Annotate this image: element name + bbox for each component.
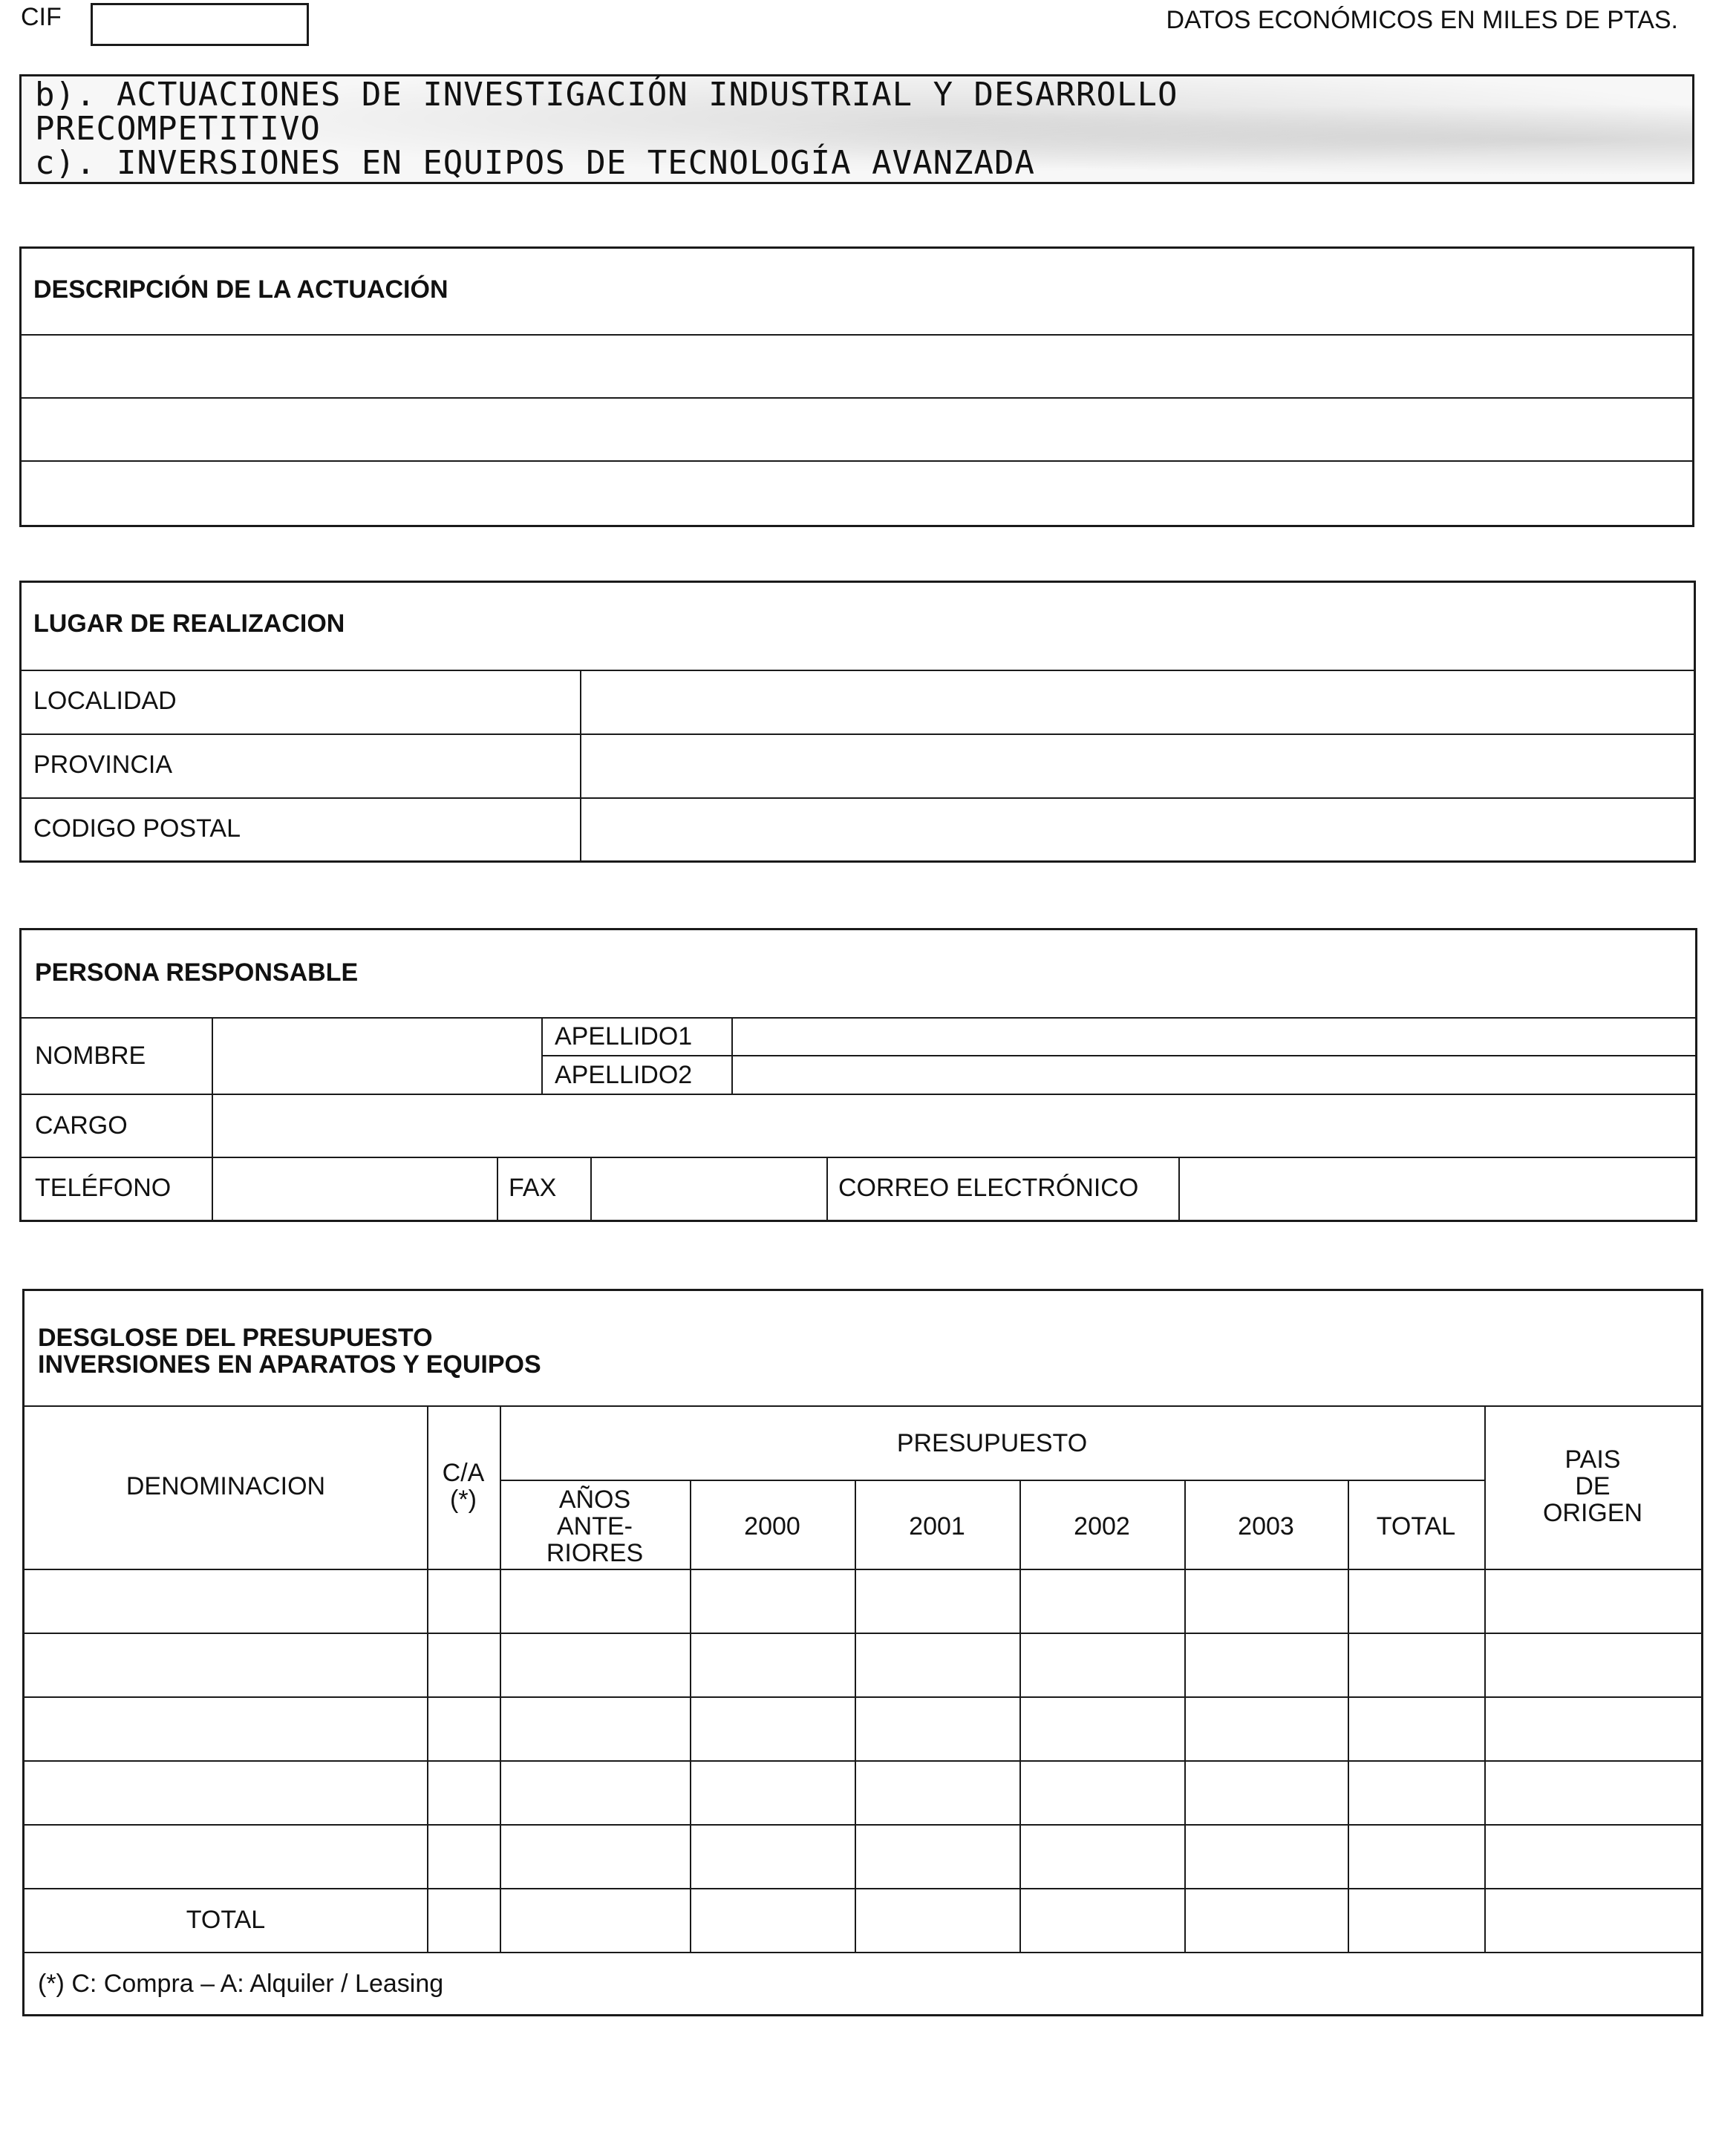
year-2001-header: 2001 (909, 1512, 965, 1540)
presupuesto-heading-2: INVERSIONES EN APARATOS Y EQUIPOS (38, 1350, 541, 1379)
divider (25, 1952, 1701, 1953)
provincia-input[interactable] (582, 735, 1694, 797)
table-row[interactable] (25, 1762, 1701, 1824)
cargo-label: CARGO (35, 1111, 128, 1140)
datos-economicos-label: DATOS ECONÓMICOS EN MILES DE PTAS. (1166, 6, 1678, 34)
correo-input[interactable] (1181, 1158, 1695, 1219)
divider (590, 1157, 592, 1220)
title-line-1: b). ACTUACIONES DE INVESTIGACIÓN INDUSTRIAL Y DESARROLLO (35, 76, 1178, 114)
descripcion-line-3[interactable] (22, 462, 1692, 524)
divider (500, 1480, 1484, 1481)
total-column-header: TOTAL (1376, 1512, 1456, 1540)
pais-header-line-3: ORIGEN (1542, 1499, 1643, 1527)
table-row[interactable] (25, 1570, 1701, 1633)
nombre-label: NOMBRE (35, 1042, 146, 1070)
year-2000-header: 2000 (744, 1512, 800, 1540)
divider (580, 670, 581, 860)
divider (25, 1405, 1701, 1407)
divider (826, 1157, 828, 1220)
codigo-postal-label: CODIGO POSTAL (33, 814, 241, 843)
divider (212, 1017, 213, 1220)
apellido2-label: APELLIDO2 (555, 1061, 693, 1089)
year-2002-header: 2002 (1074, 1512, 1130, 1540)
localidad-input[interactable] (582, 671, 1694, 733)
apellido2-input[interactable] (734, 1056, 1695, 1093)
descripcion-line-2[interactable] (22, 399, 1692, 460)
ca-header-line-2: (*) (450, 1486, 477, 1514)
denominacion-header: DENOMINACION (125, 1472, 326, 1500)
lugar-heading: LUGAR DE REALIZACION (33, 610, 345, 638)
apellido1-label: APELLIDO1 (555, 1022, 693, 1051)
presupuesto-section (22, 1289, 1703, 2016)
presupuesto-header: PRESUPUESTO (896, 1429, 1088, 1457)
lugar-section (19, 581, 1696, 863)
persona-heading: PERSONA RESPONSABLE (35, 958, 359, 987)
anos-header-line-3: RIORES (546, 1539, 644, 1567)
localidad-label: LOCALIDAD (33, 687, 177, 715)
table-row[interactable] (25, 1634, 1701, 1696)
divider (25, 1888, 1701, 1889)
telefono-label: TELÉFONO (35, 1174, 172, 1202)
year-2003-header: 2003 (1238, 1512, 1294, 1540)
title-line-3: c). INVERSIONES EN EQUIPOS DE TECNOLOGÍA AVANZADA (35, 144, 1036, 182)
divider (541, 1017, 543, 1094)
descripcion-section (19, 246, 1694, 527)
anos-header-line-2: ANTE- (557, 1512, 633, 1540)
persona-section (19, 928, 1697, 1222)
cif-label: CIF (21, 3, 62, 31)
divider (1178, 1157, 1180, 1220)
divider (731, 1017, 733, 1094)
presupuesto-heading-1: DESGLOSE DEL PRESUPUESTO (38, 1324, 433, 1352)
total-row-label: TOTAL (186, 1906, 266, 1934)
fax-input[interactable] (593, 1158, 826, 1219)
ca-header-line-1: C/A (442, 1459, 485, 1487)
correo-label: CORREO ELECTRÓNICO (838, 1174, 1139, 1202)
title-line-2: PRECOMPETITIVO (35, 110, 321, 148)
title-banner (19, 74, 1694, 184)
telefono-input[interactable] (214, 1158, 496, 1219)
descripcion-line-1[interactable] (22, 336, 1692, 396)
descripcion-heading: DESCRIPCIÓN DE LA ACTUACIÓN (33, 275, 448, 304)
cif-input[interactable] (91, 3, 309, 46)
divider (497, 1157, 498, 1220)
footnote: (*) C: Compra – A: Alquiler / Leasing (38, 1970, 444, 1998)
cargo-input[interactable] (214, 1095, 1695, 1156)
nombre-input[interactable] (214, 1019, 541, 1093)
table-row[interactable] (25, 1826, 1701, 1888)
anos-header-line-1: AÑOS (558, 1486, 631, 1514)
pais-header-line-1: PAIS (1564, 1445, 1621, 1474)
table-row[interactable] (25, 1698, 1701, 1760)
codigo-postal-input[interactable] (582, 799, 1694, 860)
pais-header-line-2: DE (1575, 1472, 1611, 1500)
provincia-label: PROVINCIA (33, 751, 173, 779)
apellido1-input[interactable] (734, 1019, 1695, 1054)
fax-label: FAX (509, 1174, 557, 1202)
